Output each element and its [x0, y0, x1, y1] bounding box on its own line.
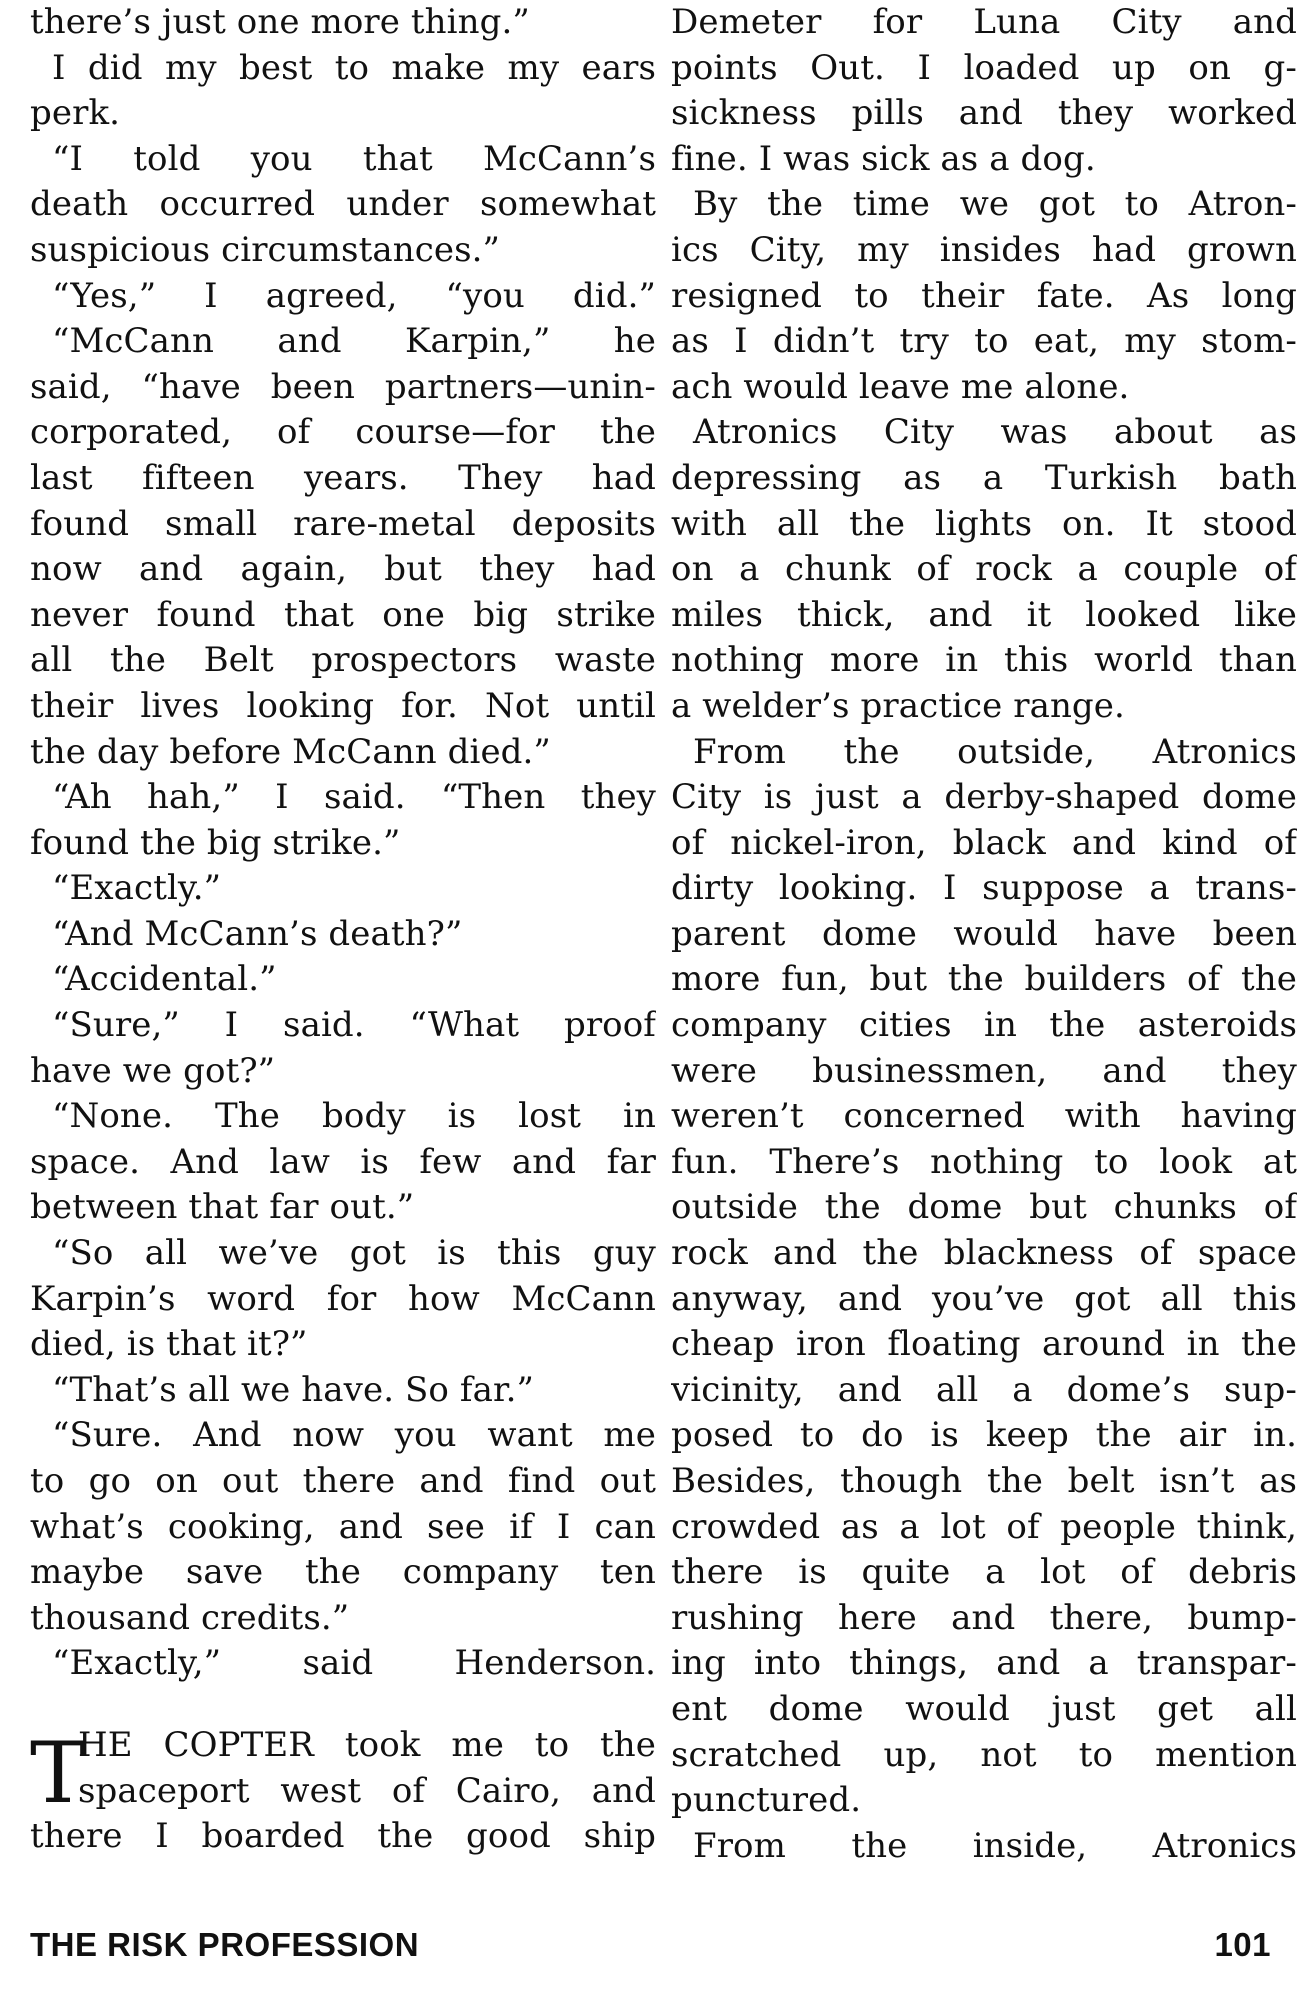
text-line: “And McCann’s death?” — [52, 913, 463, 954]
left-column-lines — [30, 0, 656, 1687]
text-line: Demeter for Luna City and — [671, 2, 1297, 42]
text-line: From the inside, Atronics — [693, 1825, 1297, 1866]
text-line: suspicious circumstances.” — [30, 229, 501, 270]
text-line: cheap iron floating around in the — [671, 1324, 1297, 1365]
text-line: points Out. I loaded up on g- — [671, 47, 1297, 88]
text-line: there’s just one more thing.” — [30, 2, 530, 42]
text-line: never found that one big strike — [30, 594, 656, 635]
text-line: dirty looking. I suppose a trans- — [671, 868, 1297, 909]
text-line: perk. — [30, 93, 121, 134]
right-column-lines — [671, 0, 1297, 1869]
text-line: “None. The body is lost in — [52, 1096, 656, 1137]
text-line: corporated, of course—for the — [30, 412, 656, 453]
text-line: said, “have been partners—unin- — [30, 366, 656, 407]
text-line: “McCann and Karpin,” he — [52, 321, 656, 362]
text-line: ach would leave me alone. — [671, 366, 1130, 407]
left-column-tail — [30, 1814, 656, 1860]
text-line: “So all we’ve got is this guy — [52, 1233, 656, 1274]
text-line: ics City, my insides had grown — [671, 229, 1297, 270]
text-line: “Yes,” I agreed, “you did.” — [52, 275, 656, 316]
text-line: there is quite a lot of debris — [671, 1552, 1297, 1593]
text-line: “Sure. And now you want me — [52, 1415, 656, 1456]
text-line: ent dome would just get all — [671, 1688, 1297, 1729]
right-text-column — [671, 0, 1297, 1905]
text-line: fine. I was sick as a dog. — [671, 138, 1096, 179]
text-line: died, is that it?” — [30, 1324, 308, 1365]
text-line: the day before McCann died.” — [30, 731, 551, 772]
text-line: ing into things, and a transpar- — [671, 1643, 1297, 1684]
text-line: scratched up, not to mention — [671, 1734, 1297, 1775]
text-line: sickness pills and they worked — [671, 93, 1297, 134]
text-line: all the Belt prospectors waste — [30, 640, 656, 681]
text-line: parent dome would have been — [671, 913, 1297, 954]
text-line: on a chunk of rock a couple of — [671, 549, 1297, 590]
text-line: Karpin’s word for how McCann — [30, 1278, 656, 1319]
text-line: “Accidental.” — [52, 959, 277, 1000]
text-line: Atronics City was about as — [693, 412, 1297, 453]
text-line: death occurred under somewhat — [30, 184, 656, 225]
dropcap-line-text: HE COPTER took me to the — [78, 1724, 656, 1765]
text-line: weren’t concerned with having — [671, 1096, 1297, 1137]
text-line: more fun, but the builders of the — [671, 959, 1297, 1000]
text-line: to go on out there and find out — [30, 1461, 656, 1501]
text-line: depressing as a Turkish bath — [671, 457, 1297, 498]
text-line: miles thick, and it looked like — [671, 594, 1297, 635]
text-line: “Exactly.” — [52, 868, 222, 909]
text-line: vicinity, and all a dome’s sup- — [671, 1369, 1297, 1410]
text-line: what’s cooking, and see if I can — [30, 1506, 656, 1547]
text-line: have we got?” — [30, 1050, 276, 1091]
text-line: City is just a derby-shaped dome — [671, 777, 1297, 818]
text-line: “Sure,” I said. “What proof — [52, 1005, 656, 1046]
text-line: a welder’s practice range. — [671, 685, 1125, 726]
text-line: fun. There’s nothing to look at — [671, 1141, 1297, 1182]
text-line: rushing here and there, bump- — [671, 1597, 1297, 1638]
text-line: outside the dome but chunks of — [671, 1187, 1297, 1228]
text-line: posed to do is keep the air in. — [671, 1415, 1297, 1456]
text-line: maybe save the company ten — [30, 1552, 656, 1593]
text-line: with all the lights on. It stood — [671, 503, 1297, 544]
running-footer-title: THE RISK PROFESSION — [30, 1926, 420, 1963]
text-line: I did my best to make my ears — [52, 47, 656, 88]
text-line: anyway, and you’ve got all this — [671, 1278, 1297, 1319]
text-line: “Exactly,” said Henderson. — [52, 1643, 656, 1684]
dropcap-letter: T — [30, 1723, 87, 1822]
text-line: “Ah hah,” I said. “Then they — [52, 777, 656, 818]
left-text-column — [30, 0, 656, 1905]
text-line: Besides, though the belt isn’t as — [671, 1461, 1297, 1501]
dropcap-line-text: spaceport west of Cairo, and — [78, 1770, 656, 1811]
text-line: now and again, but they had — [30, 549, 656, 590]
text-line: found small rare-metal deposits — [30, 503, 656, 544]
text-line: “I told you that McCann’s — [52, 138, 656, 179]
text-line: found the big strike.” — [30, 822, 401, 863]
text-line: company cities in the asteroids — [671, 1005, 1297, 1046]
text-line: there I boarded the good ship — [30, 1816, 656, 1857]
dropcap-line-2 — [30, 1769, 656, 1815]
text-line: punctured. — [671, 1780, 862, 1821]
text-line: their lives looking for. Not until — [30, 685, 656, 726]
text-line: were businessmen, and they — [671, 1050, 1297, 1091]
text-line: rock and the blackness of space — [671, 1233, 1297, 1274]
text-line: between that far out.” — [30, 1187, 415, 1228]
text-line: nothing more in this world than — [671, 640, 1297, 681]
text-line: crowded as a lot of people think, — [671, 1506, 1297, 1547]
text-line: of nickel-iron, black and kind of — [671, 822, 1297, 863]
text-line: resigned to their fate. As long — [671, 275, 1297, 316]
text-line: last fifteen years. They had — [30, 457, 656, 498]
text-line: From the outside, Atronics — [693, 731, 1297, 772]
text-line: “That’s all we have. So far.” — [52, 1369, 534, 1410]
text-line: space. And law is few and far — [30, 1141, 656, 1182]
text-line: By the time we got to Atron- — [693, 184, 1297, 225]
text-line: as I didn’t try to eat, my stom- — [671, 321, 1297, 362]
section-break — [30, 1687, 656, 1723]
text-line: thousand credits.” — [30, 1597, 350, 1638]
page-number: 101 — [1214, 1926, 1271, 1963]
